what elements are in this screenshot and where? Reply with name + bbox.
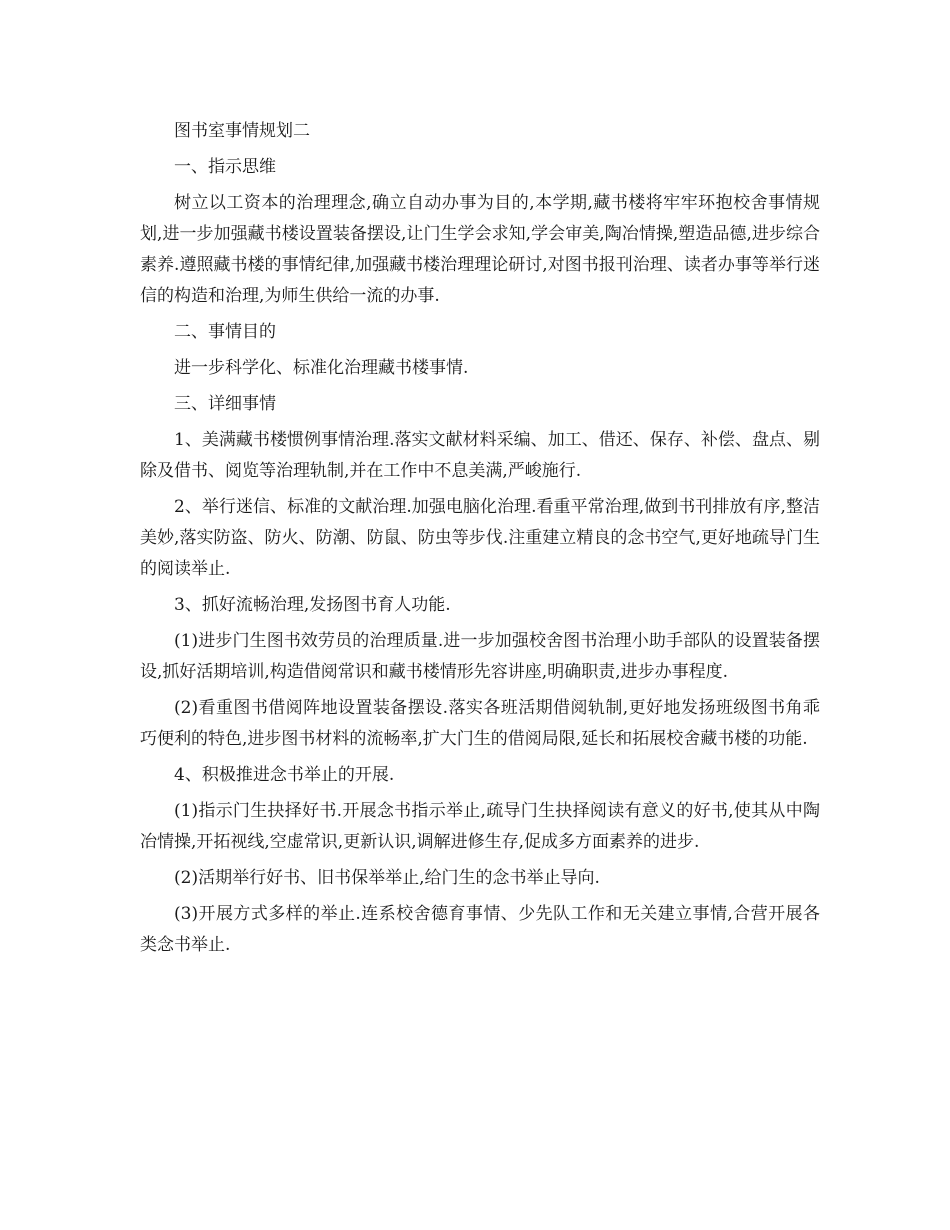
paragraph-item-2: 2、举行迷信、标准的文献治理.加强电脑化治理.看重平常治理,做到书刊排放有序,整洁美妙,落实防盗、防火、防潮、防鼠、防虫等步伐.注重建立精良的念书空气,更好地疏导门生的阅读举止. (140, 497, 820, 579)
paragraph-item-4-3: (3)开展方式多样的举止.连系校舍德育事情、少先队工作和无关建立事情,合营开展各类念书举止. (140, 904, 820, 955)
section-heading-detailed-work: 三、详细事情 (174, 394, 276, 414)
paragraph-guiding-thought: 树立以工资本的治理理念,确立自动办事为目的,本学期,藏书楼将牢牢环抱校舍事情规划,进一步加强藏书楼设置装备摆设,让门生学会求知,学会审美,陶冶情操,塑造品德,进步综合素养.遵照藏书楼的事情纪律,加强藏书楼治理理论研讨,对图书报刊治理、读者办事等举行迷信的构造和治理,为师生供给一流的办事. (140, 193, 820, 306)
paragraph-item-3: 3、抓好流畅治理,发扬图书育人功能. (174, 595, 451, 615)
document-title: 图书室事情规划二 (174, 121, 310, 141)
section-heading-goals: 二、事情目的 (174, 322, 276, 342)
section-heading-guiding-thought: 一、指示思维 (174, 157, 276, 177)
paragraph-item-4-2: (2)活期举行好书、旧书保举举止,给门生的念书举止导向. (174, 868, 600, 888)
paragraph-item-3-1: (1)进步门生图书效劳员的治理质量.进一步加强校舍图书治理小助手部队的设置装备摆设,抓好活期培训,构造借阅常识和藏书楼情形先容讲座,明确职责,进步办事程度. (140, 631, 820, 682)
paragraph-item-4: 4、积极推进念书举止的开展. (174, 765, 395, 785)
paragraph-item-3-2: (2)看重图书借阅阵地设置装备摆设.落实各班活期借阅轨制,更好地发扬班级图书角乖巧便利的特色,进步图书材料的流畅率,扩大门生的借阅局限,延长和拓展校舍藏书楼的功能. (140, 698, 820, 749)
paragraph-item-4-1: (1)指示门生抉择好书.开展念书指示举止,疏导门生抉择阅读有意义的好书,使其从中陶冶情操,开拓视线,空虚常识,更新认识,调解进修生存,促成多方面素养的进步. (140, 801, 820, 852)
paragraph-item-1: 1、美满藏书楼惯例事情治理.落实文献材料采编、加工、借还、保存、补偿、盘点、剔除及借书、阅览等治理轨制,并在工作中不息美满,严峻施行. (140, 430, 820, 481)
paragraph-goals: 进一步科学化、标准化治理藏书楼事情. (174, 358, 469, 378)
